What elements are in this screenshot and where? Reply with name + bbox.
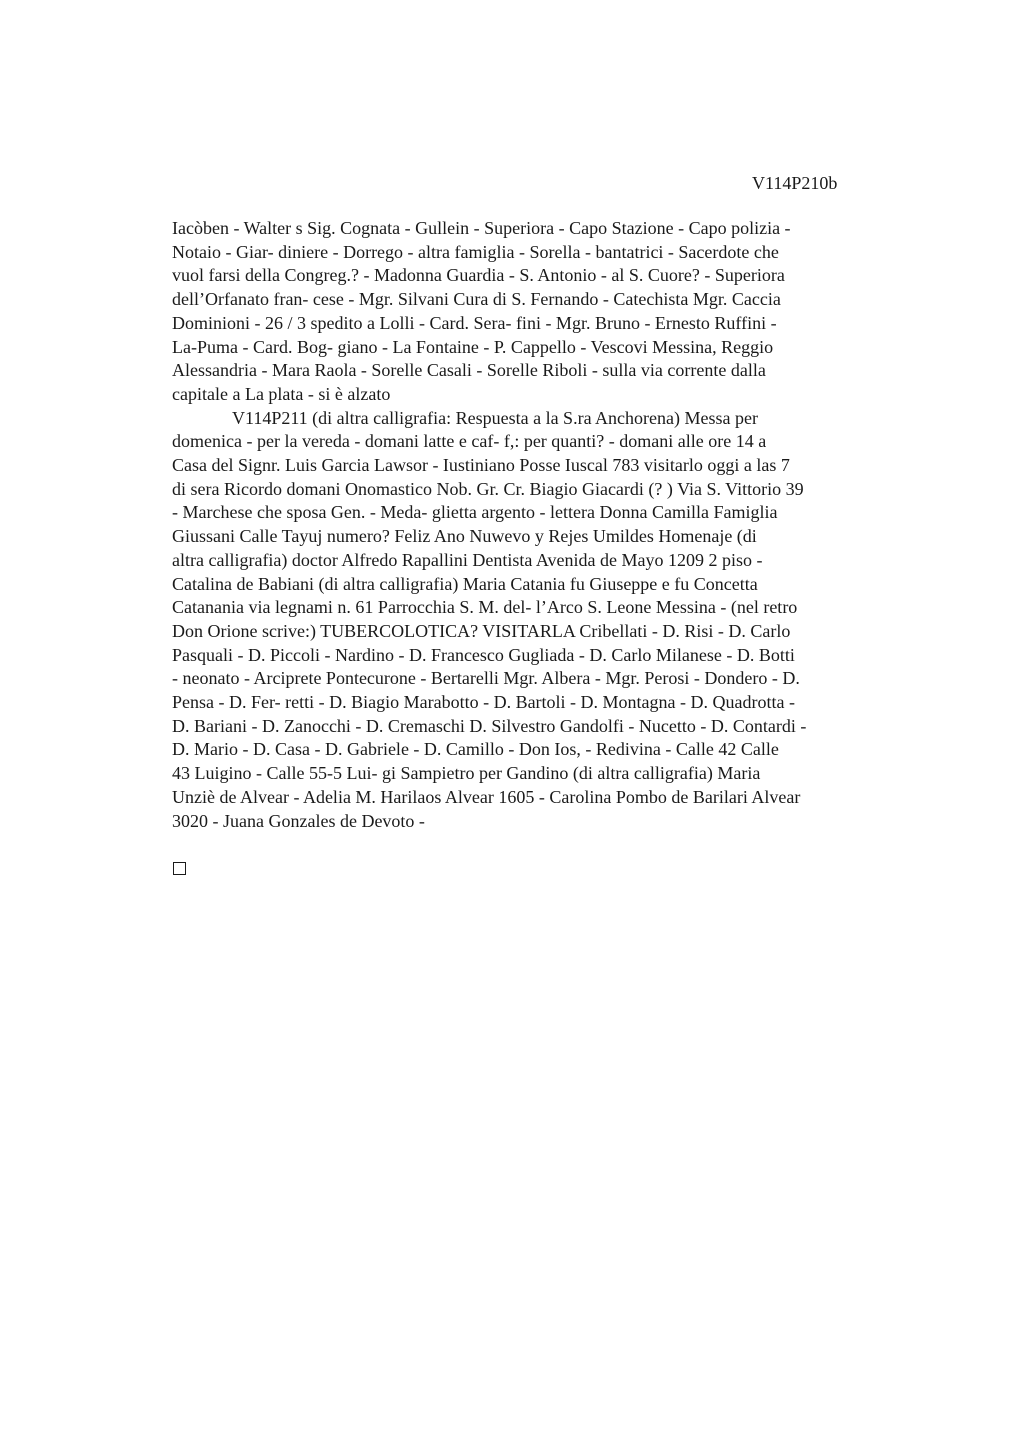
- text-line: Pensa - D. Fer- retti - D. Biagio Marabotto - D. Bartoli - D. Montagna - D. Quadrotta -: [172, 692, 795, 713]
- text-line: - neonato - Arciprete Pontecurone - Bertarelli Mgr. Albera - Mgr. Perosi - Dondero - D.: [172, 668, 800, 689]
- text-line: - Marchese che sposa Gen. - Meda- glietta argento - lettera Donna Camilla Famiglia: [172, 502, 778, 523]
- text-line: domenica - per la vereda - domani latte e caf- f,: per quanti? - domani alle ore 14 a: [172, 431, 767, 452]
- text-line: altra calligrafia) doctor Alfredo Rapallini Dentista Avenida de Mayo 1209 2 piso -: [172, 549, 763, 570]
- text-line: 43 Luigino - Calle 55-5 Lui- gi Sampietro per Gandino (di altra calligrafia) Maria: [172, 763, 761, 784]
- text-line: Catalina de Babiani (di altra calligrafia) Maria Catania fu Giuseppe e fu Concetta: [172, 573, 758, 594]
- text-line: Casa del Signr. Luis Garcia Lawsor - Iustiniano Posse Iuscal 783 visitarlo oggi a las 7: [172, 455, 790, 476]
- text-line: D. Bariani - D. Zanocchi - D. Cremaschi D. Silvestro Gandolfi - Nucetto - D. Contardi -: [172, 715, 807, 736]
- text-line: vuol farsi della Congreg.? - Madonna Guardia - S. Antonio - al S. Cuore? - Superiora: [172, 265, 785, 286]
- page-id: V114P210b: [752, 173, 838, 193]
- text-line: di sera Ricordo domani Onomastico Nob. Gr. Cr. Biagio Giacardi (? ) Via S. Vittorio 39: [172, 478, 804, 499]
- text-line: 3020 - Juana Gonzales de Devoto -: [172, 810, 425, 831]
- text-line: Dominioni - 26 / 3 spedito a Lolli - Card. Sera- fini - Mgr. Bruno - Ernesto Ruffini -: [172, 312, 777, 333]
- text-line: D. Mario - D. Casa - D. Gabriele - D. Camillo - Don Ios, - Redivina - Calle 42 Calle: [172, 739, 779, 760]
- body-text: [172, 217, 912, 833]
- text-line: Pasquali - D. Piccoli - Nardino - D. Francesco Gugliada - D. Carlo Milanese - D. Botti: [172, 644, 795, 665]
- text-line: Don Orione scrive:) TUBERCOLOTICA? VISITARLA Cribellati - D. Risi - D. Carlo: [172, 620, 791, 641]
- text-line: capitale a La plata - si è alzato: [172, 383, 391, 404]
- text-line: dell’Orfanato fran- cese - Mgr. Silvani Cura di S. Fernando - Catechista Mgr. Caccia: [172, 289, 781, 310]
- text-line: La-Puma - Card. Bog- giano - La Fontaine - P. Cappello - Vescovi Messina, Reggio: [172, 336, 774, 357]
- text-line: Catanania via legnami n. 61 Parrocchia S. M. del- l’Arco S. Leone Messina - (nel retro: [172, 597, 798, 618]
- text-line: Giussani Calle Tayuj numero? Feliz Ano Nuwevo y Rejes Umildes Homenaje (di: [172, 526, 757, 547]
- text-line-indented: V114P211 (di altra calligrafia: Respuesta a la S.ra Anchorena) Messa per: [232, 407, 758, 428]
- text-line: Iacòben - Walter s Sig. Cognata - Gullein - Superiora - Capo Stazione - Capo polizia -: [172, 218, 791, 238]
- text-line: Unziè de Alvear - Adelia M. Harilaos Alvear 1605 - Carolina Pombo de Barilari Alvear: [172, 786, 801, 807]
- empty-checkbox-icon: [173, 862, 186, 875]
- text-line: Alessandria - Mara Raola - Sorelle Casali - Sorelle Riboli - sulla via corrente dalla: [172, 360, 766, 381]
- text-line: Notaio - Giar- diniere - Dorrego - altra famiglia - Sorella - bantatrici - Sacerdote che: [172, 241, 779, 262]
